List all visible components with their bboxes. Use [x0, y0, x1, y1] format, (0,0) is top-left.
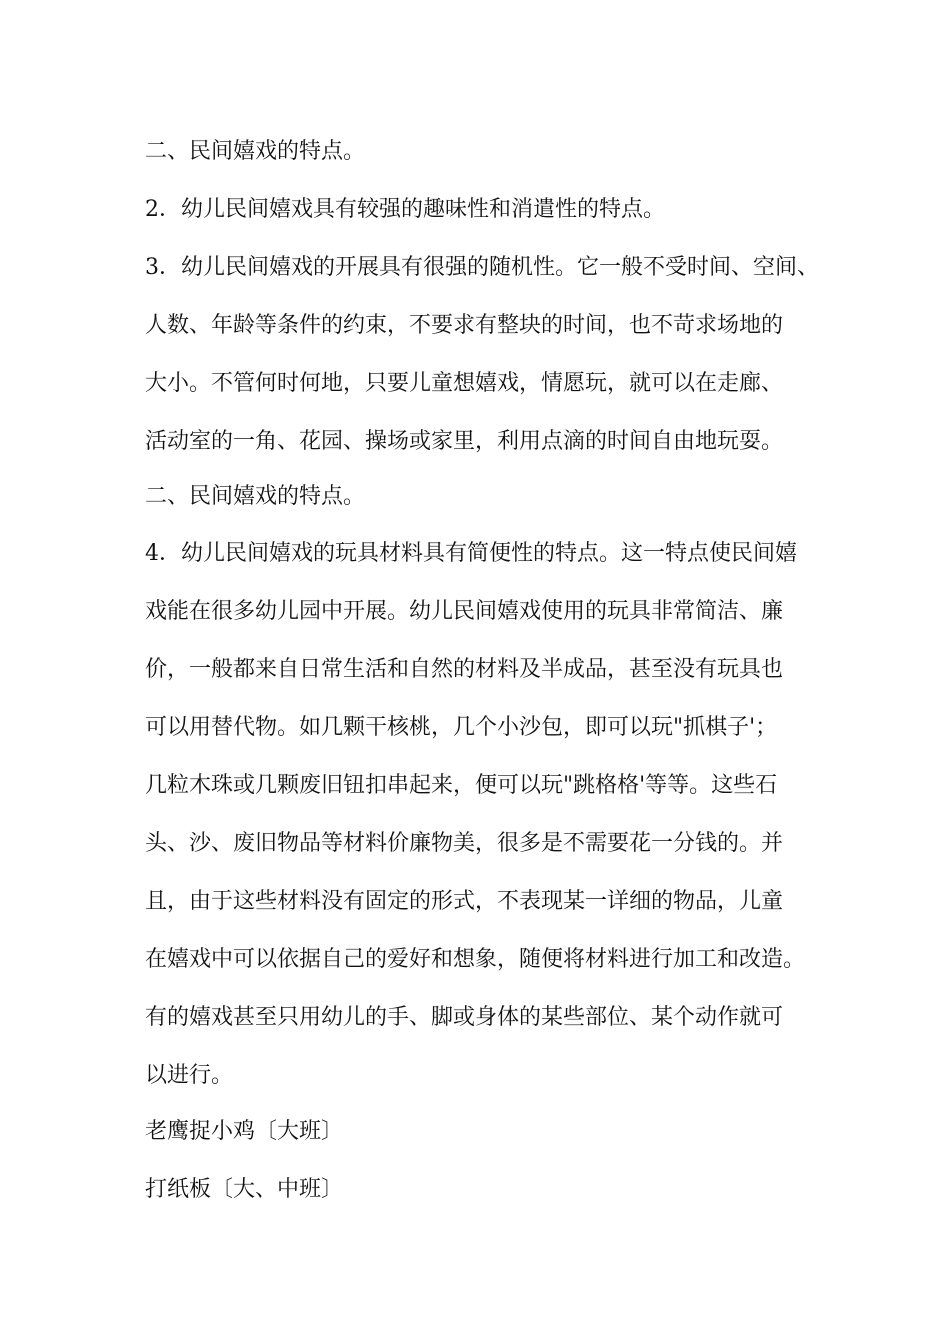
- point-4-line-9: 有的嬉戏甚至只用幼儿的手、脚或身体的某些部位、某个动作就可: [145, 1005, 784, 1030]
- point-4-line-4: 可以用替代物。如几颗干核桃，几个小沙包，即可以玩"抓棋子'；: [145, 715, 778, 740]
- section-heading-2: 二、民间嬉戏的特点。: [145, 484, 366, 509]
- point-4-line-1: 4．幼儿民间嬉戏的玩具材料具有简便性的特点。这一特点使民间嬉: [145, 541, 797, 566]
- point-3-line-3: 大小。不管何时何地，只要儿童想嬉戏，情愿玩，就可以在走廊、: [145, 371, 784, 396]
- game-title-2: 打纸板〔大、中班〕: [145, 1177, 344, 1202]
- point-3-line-1: 3．幼儿民间嬉戏的开展具有很强的随机性。它一般不受时间、空间、: [145, 255, 819, 280]
- game-title-1: 老鹰捉小鸡〔大班〕: [145, 1119, 344, 1144]
- point-4-line-2: 戏能在很多幼儿园中开展。幼儿民间嬉戏使用的玩具非常简洁、廉: [145, 599, 784, 624]
- point-4-line-7: 且，由于这些材料没有固定的形式，不表现某一详细的物品，儿童: [145, 889, 784, 914]
- point-4-line-10: 以进行。: [145, 1063, 234, 1088]
- point-4-line-5: 几粒木珠或几颗废旧钮扣串起来，便可以玩"跳格格'等等。这些石: [145, 773, 778, 798]
- point-2-text: 2．幼儿民间嬉戏具有较强的趣味性和消遣性的特点。: [145, 197, 665, 222]
- point-4-line-6: 头、沙、废旧物品等材料价廉物美，很多是不需要花一分钱的。并: [145, 831, 784, 856]
- point-3-line-4: 活动室的一角、花园、操场或家里，利用点滴的时间自由地玩耍。: [145, 429, 784, 454]
- point-3-line-2: 人数、年龄等条件的约束，不要求有整块的时间，也不苛求场地的: [145, 313, 784, 338]
- point-4-line-8: 在嬉戏中可以依据自己的爱好和想象，随便将材料进行加工和改造。: [145, 947, 806, 972]
- section-heading-1: 二、民间嬉戏的特点。: [145, 139, 366, 164]
- point-4-line-3: 价，一般都来自日常生活和自然的材料及半成品，甚至没有玩具也: [145, 657, 784, 682]
